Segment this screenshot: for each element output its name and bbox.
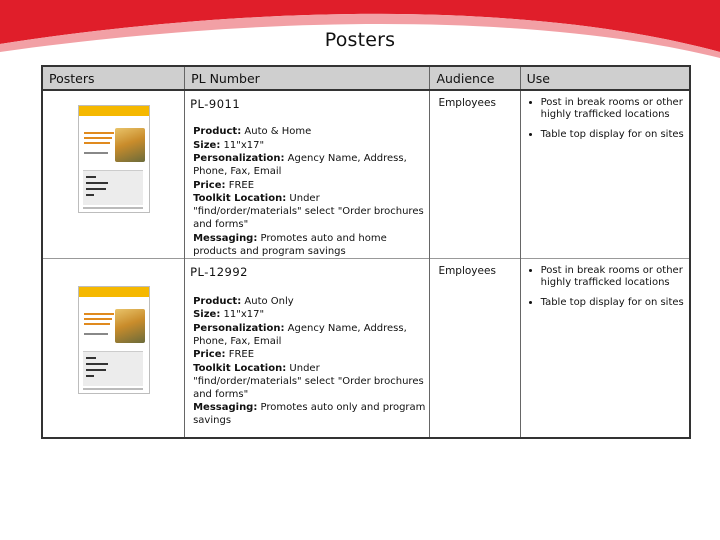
pl-code: PL-9011 (190, 97, 241, 111)
header-audience: Audience (430, 66, 520, 90)
toolkit-value: Under "find/order/materials" select "Order brochures and forms" (193, 193, 424, 230)
messaging-value: Promotes auto and home products and program savings (193, 232, 387, 257)
list-item: • Post in break rooms or other highly trafficked locations (541, 265, 689, 289)
personalization-label: Personalization: (193, 322, 285, 334)
table-row (42, 258, 690, 438)
size-label: Size: (193, 309, 221, 320)
size-value: 11"x17" (223, 139, 265, 151)
header-pl-number: PL Number (185, 66, 430, 90)
audience-value: Employees (438, 97, 496, 109)
messaging-value: Promotes auto only and program savings (193, 402, 426, 426)
toolkit-label: Toolkit Location: (193, 362, 287, 374)
use-list (521, 97, 689, 141)
product-value: Auto Only (244, 295, 294, 307)
posters-table (41, 65, 691, 439)
audience-cell (430, 258, 520, 438)
product-label: Product: (193, 126, 242, 137)
header-use: Use (520, 66, 690, 90)
size-label: Size: (193, 139, 221, 151)
poster-thumbnail-image (78, 105, 150, 213)
list-item: • Table top display for on sites (541, 129, 689, 141)
toolkit-value: Under "find/order/materials" select "Order brochures and forms" (193, 362, 424, 400)
header-posters: Posters (42, 66, 185, 90)
slide-title: Posters (324, 29, 396, 51)
audience-cell (430, 90, 520, 258)
list-item: • Post in break rooms or other highly trafficked locations (541, 97, 689, 121)
personalization-label: Personalization: (193, 153, 285, 164)
poster-thumbnail-cell (42, 258, 185, 438)
price-label: Price: (193, 179, 226, 191)
list-item: • Table top display for on sites (541, 297, 689, 309)
messaging-label: Messaging: (193, 232, 258, 244)
audience-value: Employees (438, 264, 496, 277)
messaging-label: Messaging: (193, 402, 258, 413)
price-label: Price: (193, 349, 226, 360)
personalization-value: Agency Name, Address, Phone, Fax, Email (193, 322, 407, 347)
size-value: 11"x17" (223, 309, 265, 320)
table-header-row (42, 66, 690, 90)
pl-number-cell (185, 90, 430, 258)
price-value: FREE (228, 179, 255, 191)
price-value: FREE (228, 349, 255, 360)
pl-code: PL-12992 (190, 264, 248, 279)
pl-number-cell (185, 258, 430, 438)
product-label: Product: (193, 295, 242, 307)
poster-thumbnail-image (78, 286, 150, 394)
poster-thumbnail-cell (42, 90, 185, 258)
table-row (42, 90, 690, 258)
toolkit-label: Toolkit Location: (193, 193, 287, 204)
product-details (193, 125, 429, 258)
product-value: Auto & Home (244, 126, 312, 137)
use-list (521, 265, 689, 309)
personalization-value: Agency Name, Address, Phone, Fax, Email (193, 153, 407, 177)
use-cell (520, 90, 690, 258)
use-cell (520, 258, 690, 438)
product-details (193, 295, 429, 428)
